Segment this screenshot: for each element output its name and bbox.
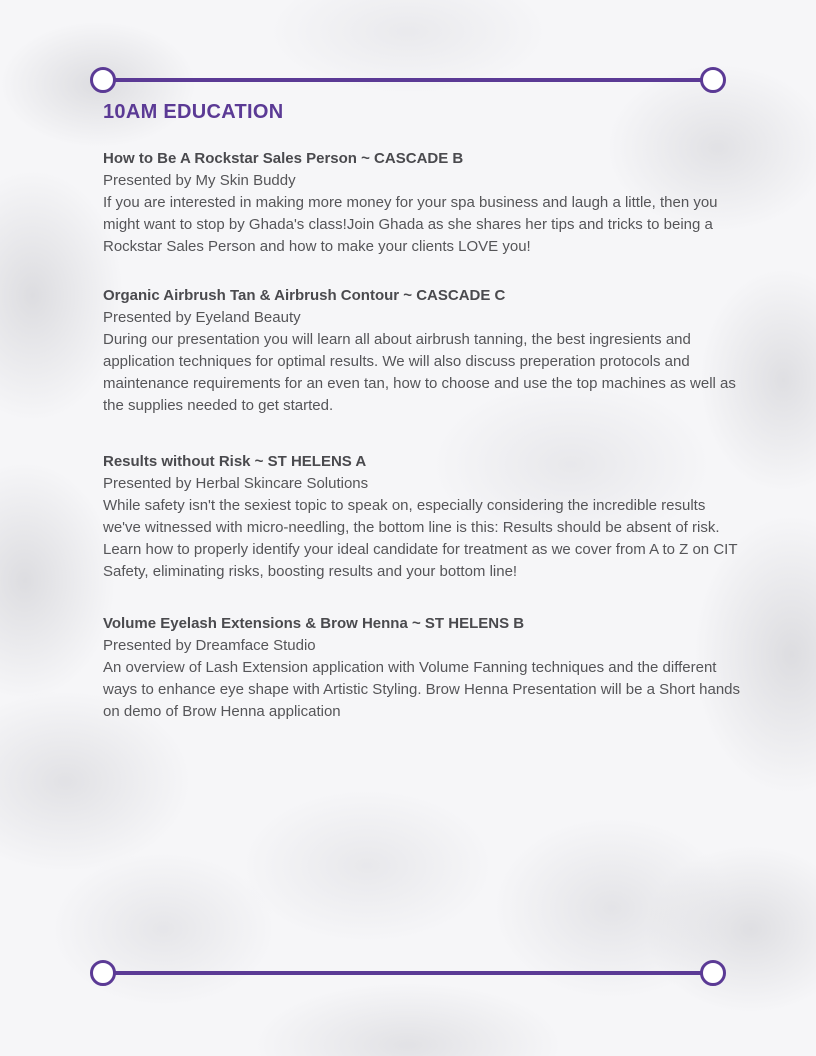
divider-circle-icon [90, 960, 116, 986]
session-description: If you are interested in making more money for your spa business and laugh a little, then you might want to stop by Ghada's class!Join Ghada as she shares her tips and tricks to being a Rockstar Sales Person and how to make your clients LOVE you! [103, 194, 718, 255]
session-item [103, 148, 743, 258]
schedule-content [103, 98, 743, 723]
session-description: An overview of Lash Extension application with Volume Fanning techniques and the different ways to enhance eye shape with Artistic Styling. Brow Henna Presentation will be a Short hands on demo of Brow Henna application [103, 659, 741, 720]
divider-line [102, 971, 714, 975]
session-description: While safety isn't the sexiest topic to speak on, especially considering the incredible results we've witnessed with micro-needling, the bottom line is this: Results should be absent of risk. Learn how to properly identify your ideal candidate for treatment as we cover from A to Z on CIT Safety, eliminating risks, boosting results and your bottom line! [103, 497, 738, 580]
divider-line [102, 78, 714, 82]
session-presenter: Presented by Eyeland Beauty [103, 309, 301, 326]
session-presenter: Presented by Dreamface Studio [103, 637, 316, 654]
session-item [103, 285, 743, 417]
session-presenter: Presented by Herbal Skincare Solutions [103, 475, 369, 492]
session-title: Organic Airbrush Tan & Airbrush Contour ~ CASCADE C [103, 287, 506, 304]
divider-circle-icon [700, 67, 726, 93]
session-item [103, 451, 743, 583]
session-title: How to Be A Rockstar Sales Person ~ CASCADE B [103, 150, 464, 167]
section-heading: 10AM EDUCATION [103, 101, 284, 123]
top-divider [88, 66, 728, 94]
session-description: During our presentation you will learn all about airbrush tanning, the best ingresients and application techniques for optimal results. We will also discuss preperation protocols and maintenance requirements for an even tan, how to choose and use the top machines as well as the supplies needed to get started. [103, 331, 736, 414]
bottom-divider [88, 959, 728, 987]
session-title: Results without Risk ~ ST HELENS A [103, 453, 367, 470]
session-presenter: Presented by My Skin Buddy [103, 172, 296, 189]
session-item [103, 613, 743, 723]
divider-circle-icon [90, 67, 116, 93]
divider-circle-icon [700, 960, 726, 986]
session-title: Volume Eyelash Extensions & Brow Henna ~ ST HELENS B [103, 615, 525, 632]
